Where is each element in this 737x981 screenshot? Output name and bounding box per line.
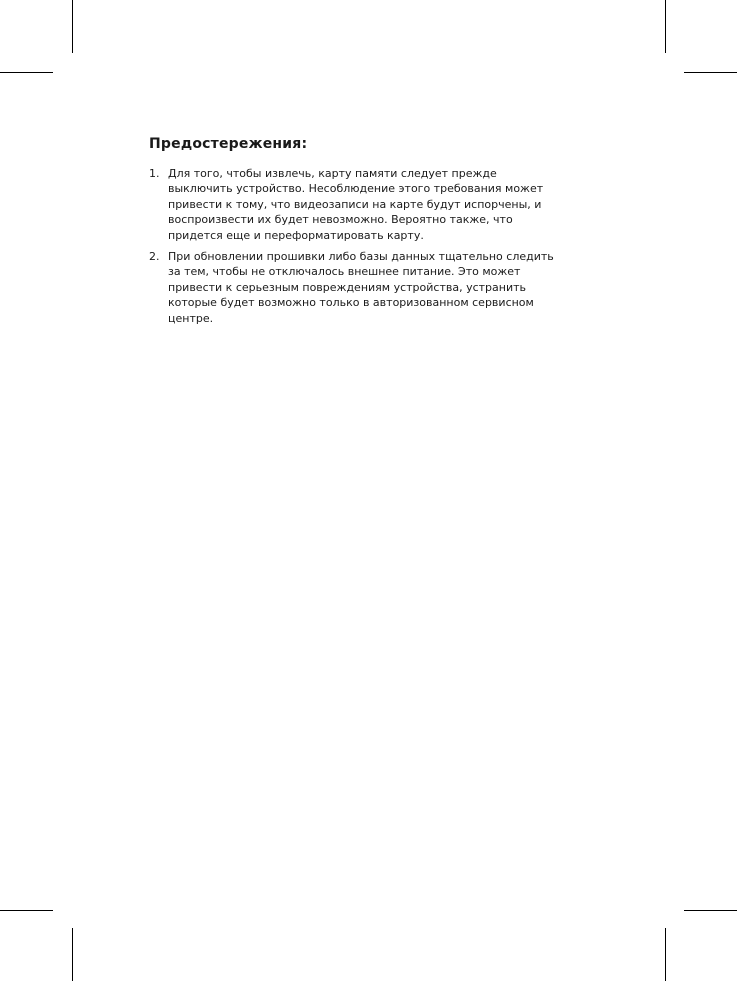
list-item [149, 249, 589, 326]
section-heading: Предостережения: [149, 136, 308, 152]
list-item [149, 166, 589, 243]
crop-mark-bottom-left-horizontal [0, 910, 53, 911]
warnings-list [149, 166, 589, 326]
crop-mark-bottom-left-vertical [72, 928, 73, 981]
crop-mark-top-right-vertical [665, 0, 666, 53]
list-item-number: 2. [149, 250, 160, 264]
crop-mark-bottom-right-vertical [665, 928, 666, 981]
list-item-text: При обновлении прошивки либо базы данных тщательно следить за тем, чтобы не отключалось внешнее питание. Это может привести к серьезным повреждениям устройства, устранить которые будет возможно только в авторизованном сервисном центре. [168, 250, 554, 325]
warnings-section [149, 136, 589, 332]
crop-mark-top-right-horizontal [684, 72, 737, 73]
list-item-text: Для того, чтобы извлечь, карту памяти следует прежде выключить устройство. Несоблюдение этого требования может привести к тому, что видеозаписи на карте будут испорчены, и воспроизвести их будет невозможно. Вероятно также, что придется еще и переформатировать карту. [168, 167, 544, 242]
crop-mark-top-left-horizontal [0, 72, 53, 73]
list-item-number: 1. [149, 167, 160, 180]
crop-mark-top-left-vertical [72, 0, 73, 53]
crop-mark-bottom-right-horizontal [684, 910, 737, 911]
